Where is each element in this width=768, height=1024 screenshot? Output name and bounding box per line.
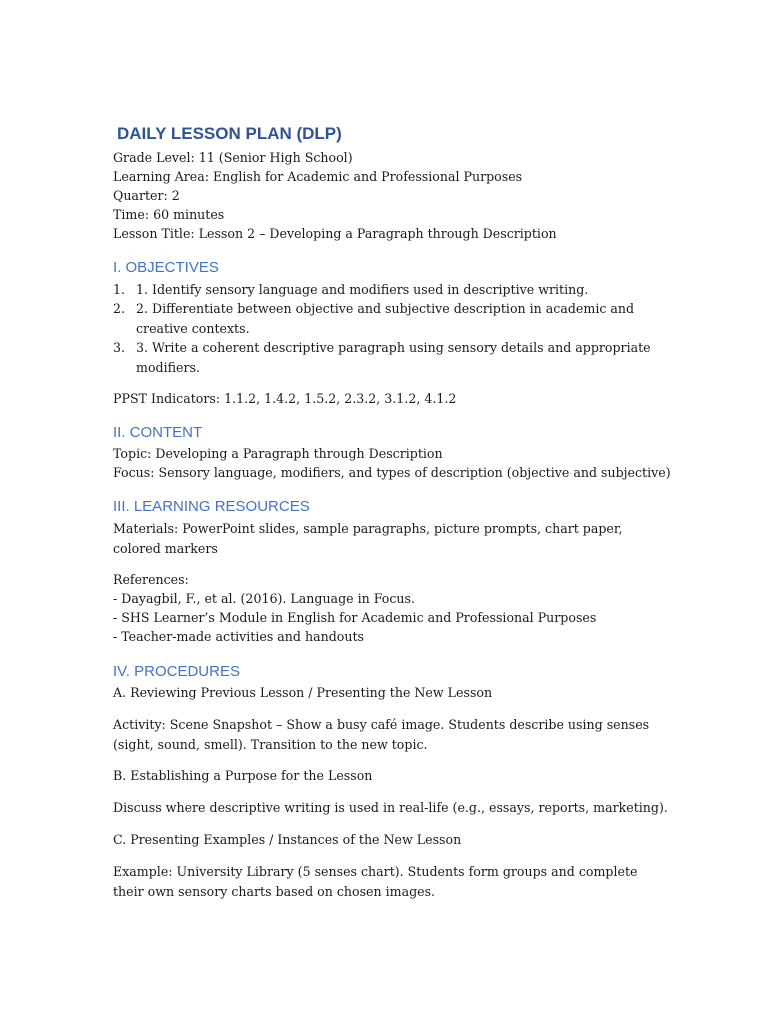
meta-grade-level: Grade Level: 11 (Senior High School) (113, 150, 353, 165)
meta-lesson-title: Lesson Title: Lesson 2 – Developing a Paragraph through Description (113, 226, 557, 241)
objective-text: 1. Identify sensory language and modifiers used in descriptive writing. (136, 282, 589, 297)
content-focus: Focus: Sensory language, modifiers, and types of description (objective and subjective) (113, 465, 671, 480)
resources-materials: Materials: PowerPoint slides, sample paragraphs, picture prompts, chart paper, colored markers (113, 521, 623, 556)
procedure-a-title: A. Reviewing Previous Lesson / Presenting the New Lesson (113, 685, 493, 700)
reference-item: - Dayagbil, F., et al. (2016). Language in Focus. (113, 591, 415, 606)
objective-number: 1. (113, 282, 126, 297)
procedure-a-text: Activity: Scene Snapshot – Show a busy café image. Students describe using senses (sight, sound, smell). Transition to the new topic. (113, 717, 650, 752)
procedure-c-text: Example: University Library (5 senses chart). Students form groups and complete their own sensory charts based on chosen images. (113, 864, 638, 899)
ppst-indicators: PPST Indicators: 1.1.2, 1.4.2, 1.5.2, 2.3.2, 3.1.2, 4.1.2 (113, 391, 457, 406)
meta-quarter: Quarter: 2 (113, 188, 180, 203)
objective-text: 2. Differentiate between objective and subjective description in academic and creative contexts. (136, 301, 635, 336)
objective-text: 3. Write a coherent descriptive paragraph using sensory details and appropriate modifiers. (136, 340, 651, 375)
reference-item: - SHS Learner’s Module in English for Academic and Professional Purposes (113, 610, 597, 625)
objective-number: 3. (113, 340, 126, 355)
meta-learning-area: Learning Area: English for Academic and Professional Purposes (113, 169, 523, 184)
procedures-heading: IV. PROCEDURES (113, 663, 240, 680)
document-title: DAILY LESSON PLAN (DLP) (117, 124, 342, 143)
objective-number: 2. (113, 301, 126, 316)
resources-heading: III. LEARNING RESOURCES (113, 498, 310, 515)
content-heading: II. CONTENT (113, 424, 203, 441)
reference-item: - Teacher-made activities and handouts (113, 629, 364, 644)
objectives-heading: I. OBJECTIVES (113, 259, 219, 276)
references-label: References: (113, 572, 189, 587)
procedure-b-text: Discuss where descriptive writing is used in real-life (e.g., essays, reports, marketing). (113, 800, 668, 815)
meta-time: Time: 60 minutes (113, 207, 225, 222)
procedure-c-title: C. Presenting Examples / Instances of the New Lesson (113, 832, 462, 847)
content-topic: Topic: Developing a Paragraph through Description (113, 446, 443, 461)
procedure-b-title: B. Establishing a Purpose for the Lesson (113, 768, 373, 783)
